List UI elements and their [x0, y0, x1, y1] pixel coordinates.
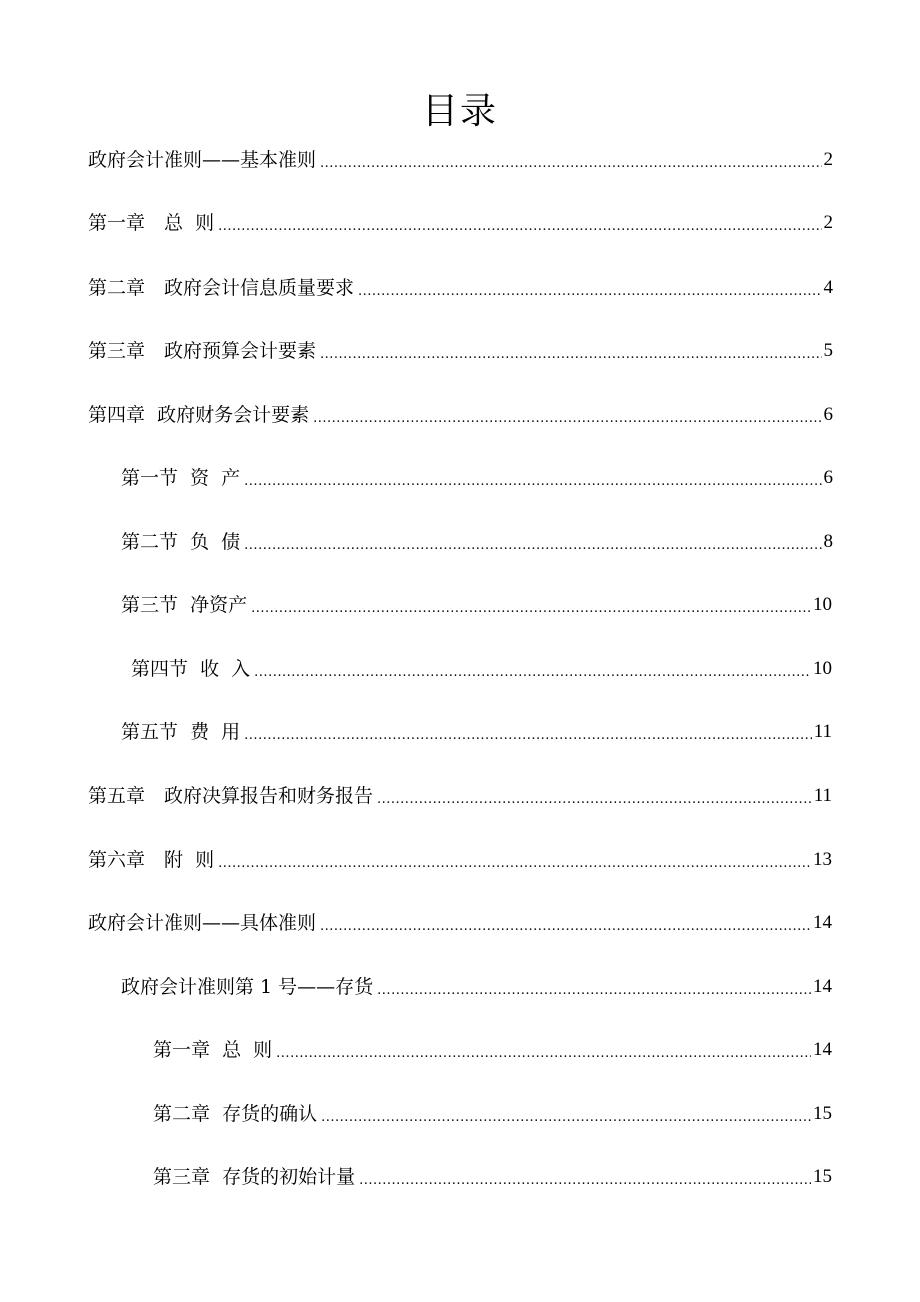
toc-entry[interactable] [121, 590, 832, 620]
toc-entry-page: 5 [823, 340, 833, 361]
toc-leader-dots [320, 916, 811, 938]
toc-entry-label: 第二节 负 债 [121, 531, 241, 553]
toc-leader-dots [320, 153, 821, 175]
toc-entry[interactable] [88, 781, 832, 811]
toc-leader-dots [321, 1107, 811, 1129]
toc-entry-label: 政府会计准则——具体准则 [88, 912, 317, 934]
toc-leader-dots [244, 535, 821, 557]
toc-entry[interactable] [121, 717, 832, 747]
toc-entry[interactable] [88, 273, 833, 303]
toc-leader-dots [359, 1170, 811, 1192]
toc-entry[interactable] [153, 1099, 832, 1129]
toc-entry-page: 8 [823, 531, 833, 552]
toc-entry[interactable] [131, 654, 832, 684]
toc-entry[interactable] [121, 972, 832, 1002]
toc-entry[interactable] [88, 145, 833, 175]
toc-leader-dots [218, 216, 821, 238]
toc-entry-label: 第二章 存货的确认 [153, 1103, 318, 1125]
toc-leader-dots [320, 344, 821, 366]
toc-entry-page: 10 [813, 658, 832, 679]
toc-entry-page: 6 [823, 404, 833, 425]
toc-entry-page: 14 [813, 1039, 832, 1060]
toc-entry-page: 4 [823, 277, 833, 298]
toc-entry-page: 15 [813, 1103, 832, 1124]
toc-entry-label: 第四节 收 入 [131, 658, 251, 680]
toc-entry-label: 第三章 存货的初始计量 [153, 1166, 356, 1188]
toc-entry-label: 第三节 净资产 [121, 594, 248, 616]
toc-entry-label: 第一章 总 则 [153, 1039, 273, 1061]
toc-entry[interactable] [153, 1035, 832, 1065]
toc-leader-dots [358, 281, 821, 303]
toc-entry-page: 2 [823, 212, 833, 233]
toc-entry-page: 11 [813, 721, 832, 742]
toc-entry-label: 第二章 政府会计信息质量要求 [88, 277, 355, 299]
toc-entry[interactable] [88, 908, 832, 938]
toc-leader-dots [244, 725, 812, 747]
toc-entry-page: 14 [813, 976, 832, 997]
toc-entry[interactable] [121, 527, 833, 557]
toc-entry-page: 6 [823, 467, 833, 488]
toc-entry-page: 13 [813, 849, 832, 870]
toc-leader-dots [377, 789, 812, 811]
toc-entry-label: 第五章 政府决算报告和财务报告 [88, 785, 374, 807]
toc-entry-page: 15 [813, 1166, 832, 1187]
toc-entry-page: 11 [813, 785, 832, 806]
toc-entry-label: 第一章 总 则 [88, 212, 215, 234]
toc-entry[interactable] [88, 208, 833, 238]
toc-entry-page: 10 [813, 594, 832, 615]
toc-leader-dots [254, 662, 811, 684]
toc-entry[interactable] [88, 336, 833, 366]
toc-leader-dots [251, 598, 811, 620]
toc-leader-dots [377, 980, 811, 1002]
toc-entry[interactable] [88, 400, 833, 430]
toc-entry-label: 第三章 政府预算会计要素 [88, 340, 317, 362]
toc-leader-dots [313, 408, 821, 430]
toc-entry-label: 政府会计准则——基本准则 [88, 149, 317, 171]
toc-leader-dots [218, 853, 811, 875]
toc-entry-label: 第四章 政府财务会计要素 [88, 404, 310, 426]
toc-entry-label: 第五节 费 用 [121, 721, 241, 743]
toc-title: 目录 [421, 91, 498, 132]
toc-entry-label: 第一节 资 产 [121, 467, 241, 489]
toc-entry[interactable] [121, 463, 833, 493]
toc-entry-page: 2 [823, 149, 833, 170]
toc-entry[interactable] [88, 845, 832, 875]
toc-leader-dots [244, 471, 821, 493]
toc-entry[interactable] [153, 1162, 832, 1192]
toc-entry-label: 政府会计准则第 1 号——存货 [121, 976, 374, 998]
toc-entry-label: 第六章 附 则 [88, 849, 215, 871]
toc-leader-dots [276, 1043, 811, 1065]
toc-entry-page: 14 [813, 912, 832, 933]
